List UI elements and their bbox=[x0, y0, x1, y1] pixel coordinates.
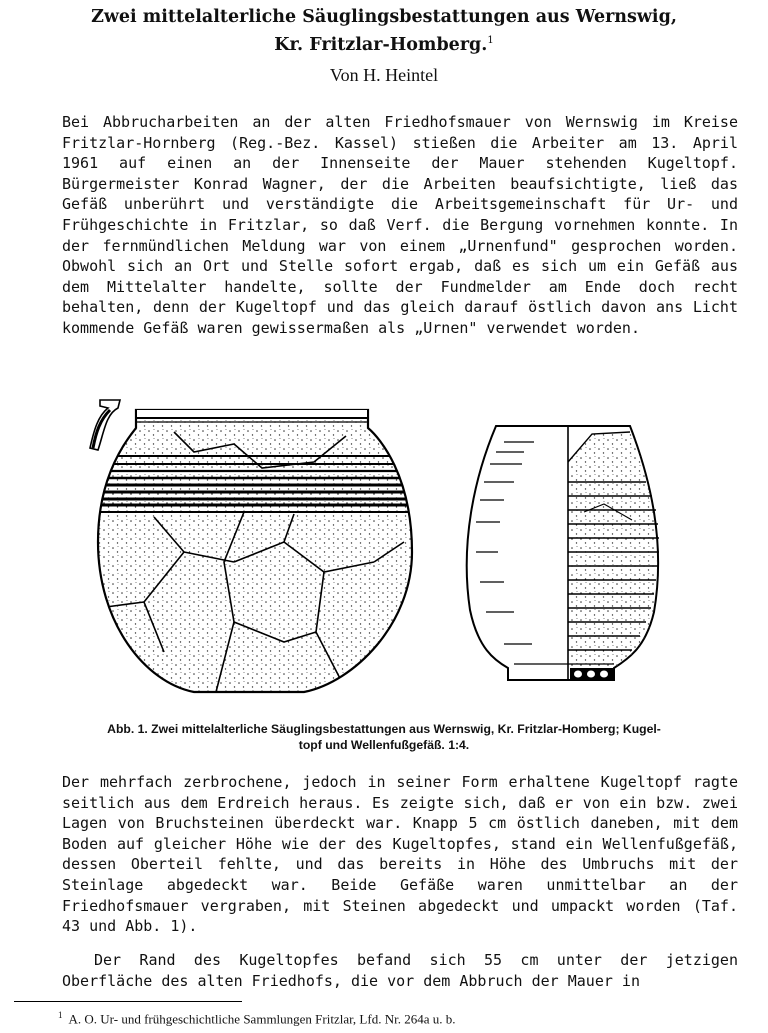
title-line-2: Kr. Fritzlar-Homberg. bbox=[274, 34, 488, 55]
figure-caption bbox=[80, 721, 688, 753]
paragraph-1: Bei Abbrucharbeiten an der alten Friedhofsmauer von Wernswig im Kreise Fritzlar-Hornberg (Reg.-Bez. Kassel) stießen die Arbeiter am 13. April 1961 auf einen an der Innenseite der Mauer stehenden Kugeltopf. Bürgermeister Konrad Wagner, der die Arbeiten beaufsichtigte, ließ das Gefäß unberührt und verständigte die Arbeitsgemeinschaft für Ur- und Frühgeschichte in Fritzlar, so daß Verf. die Bergung vornehmen konnte. In der fernmündlichen Meldung war von einem „Urnenfund" gesprochen worden. Obwohl sich an Ort und Stelle sofort ergab, daß es sich um ein Gefäß aus dem Mittelalter handelte, sollte der Fundmelder am Ende doch recht behalten, denn der Kugeltopf und das gleich darauf östlich davon ans Licht kommende Gefäß waren gewissermaßen als „Urnen" verwendet worden. bbox=[62, 113, 738, 337]
vessel-drawing bbox=[84, 392, 684, 712]
figure-vessels bbox=[84, 392, 684, 712]
footnote-mark: 1 bbox=[58, 1010, 63, 1020]
article-title bbox=[0, 6, 768, 57]
kugeltopf-drawing bbox=[84, 396, 424, 692]
footnote bbox=[58, 1010, 455, 1027]
caption-line-2: topf und Wellenfußgefäß. 1:4. bbox=[298, 738, 470, 752]
caption-line-1: Abb. 1. Zwei mittelalterliche Säuglingsbestattungen aus Wernswig, Kr. Fritzlar-Homberg; Kugel- bbox=[107, 722, 661, 736]
wellenfussgefaess-drawing bbox=[467, 426, 659, 680]
author-line: Von H. Heintel bbox=[329, 65, 439, 85]
footnote-reference: 1 bbox=[487, 35, 494, 46]
footnote-divider bbox=[14, 1001, 242, 1002]
paragraph-3: Der Rand des Kugeltopfes befand sich 55 cm unter der jetzigen Oberfläche des alten Friedhofs, die vor dem Abbruch der Mauer in bbox=[62, 951, 738, 990]
title-line-1: Zwei mittelalterliche Säuglingsbestattungen aus Wernswig, bbox=[91, 7, 677, 27]
footnote-text: A. O. Ur- und frühgeschichtliche Sammlungen Fritzlar, Lfd. Nr. 264a u. b. bbox=[68, 1011, 456, 1027]
paragraph-2: Der mehrfach zerbrochene, jedoch in seiner Form erhaltene Kugeltopf ragte seitlich aus dem Erdreich heraus. Es zeigte sich, daß er von ein bzw. zwei Lagen von Bruchsteinen überdeckt war. Knapp 5 cm östlich daneben, mit dem Boden auf gleicher Höhe wie der des Kugeltopfes, stand ein Wellenfußgefäß, dessen Oberteil fehlte, und das bereits in Höhe des Umbruchs mit der Steinlage abgedeckt war. Beide Gefäße waren unmittelbar an der Friedhofsmauer vergraben, mit Steinen abgedeckt und umpackt worden (Taf. 43 und Abb. 1). bbox=[62, 773, 738, 936]
